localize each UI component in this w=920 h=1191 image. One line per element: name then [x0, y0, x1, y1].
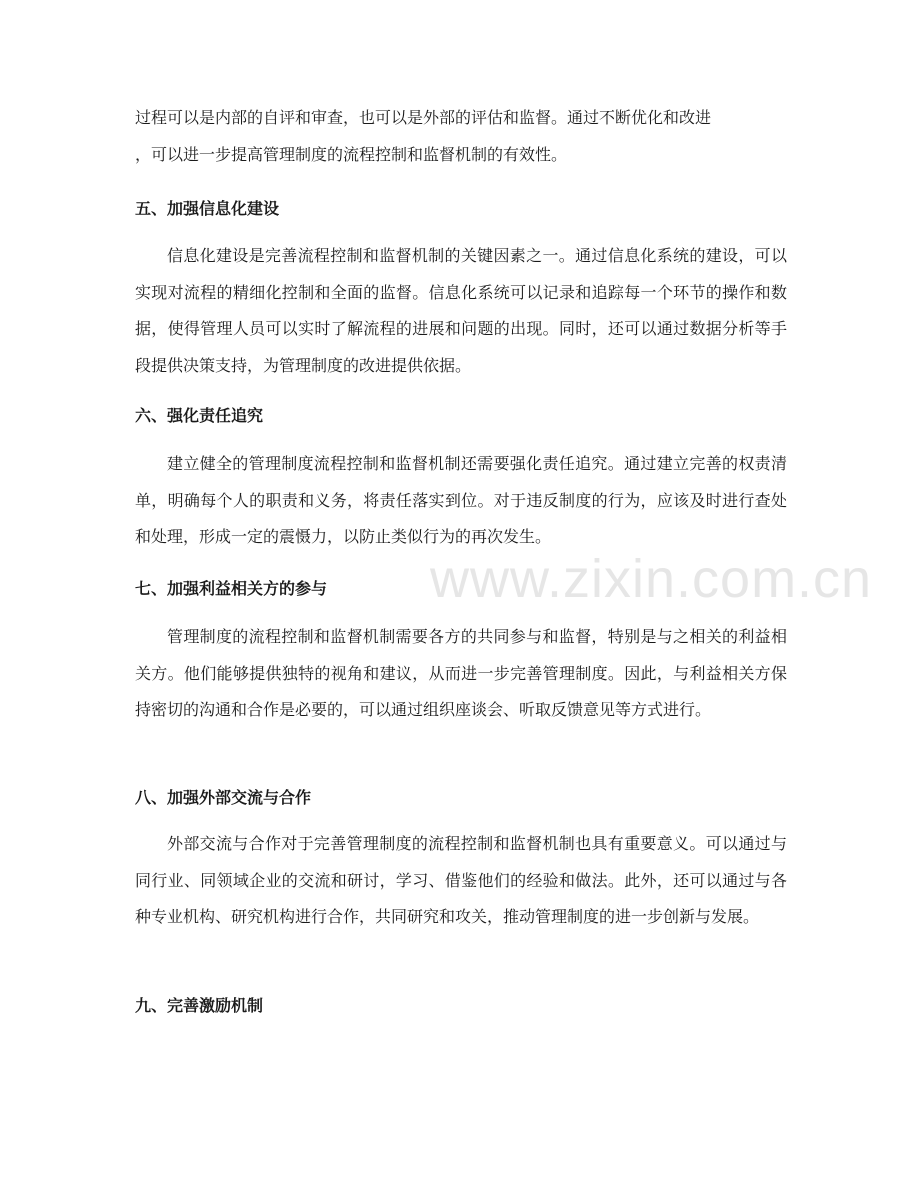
section-paragraph: 外部交流与合作对于完善管理制度的流程控制和监督机制也具有重要意义。可以通过与同行业、同领域企业的交流和研讨，学习、借鉴他们的经验和做法。此外，还可以通过与各种专业机构、研究机构进行合作，共同研究和攻关，推动管理制度的进一步创新与发展。 [135, 834, 787, 926]
intro-line: 过程可以是内部的自评和审查，也可以是外部的评估和监督。通过不断优化和改进 [135, 108, 712, 127]
section-heading: 五、加强信息化建设 [135, 199, 280, 218]
watermark: www.zixin.com.cn [430, 549, 873, 609]
section-heading: 九、完善激励机制 [135, 996, 264, 1015]
section-heading: 七、加强利益相关方的参与 [135, 579, 328, 598]
section-heading: 六、强化责任追究 [135, 406, 264, 425]
intro-line: ，可以进一步提高管理制度的流程控制和监督机制的有效性。 [135, 145, 568, 164]
section-heading: 八、加强外部交流与合作 [135, 788, 312, 807]
section-paragraph: 建立健全的管理制度流程控制和监督机制还需要强化责任追究。通过建立完善的权责清单，明确每个人的职责和义务，将责任落实到位。对于违反制度的行为，应该及时进行查处和处理，形成一定的震慑力，以防止类似行为的再次发生。 [135, 454, 787, 546]
section-paragraph: 信息化建设是完善流程控制和监督机制的关键因素之一。通过信息化系统的建设，可以实现对流程的精细化控制和全面的监督。信息化系统可以记录和追踪每一个环节的操作和数据，使得管理人员可以实时了解流程的进展和问题的出现。同时，还可以通过数据分析等手段提供决策支持，为管理制度的改进提供依据。 [135, 246, 787, 375]
section-paragraph: 管理制度的流程控制和监督机制需要各方的共同参与和监督，特别是与之相关的利益相关方。他们能够提供独特的视角和建议，从而进一步完善管理制度。因此，与利益相关方保持密切的沟通和合作是必要的，可以通过组织座谈会、听取反馈意见等方式进行。 [135, 627, 787, 719]
